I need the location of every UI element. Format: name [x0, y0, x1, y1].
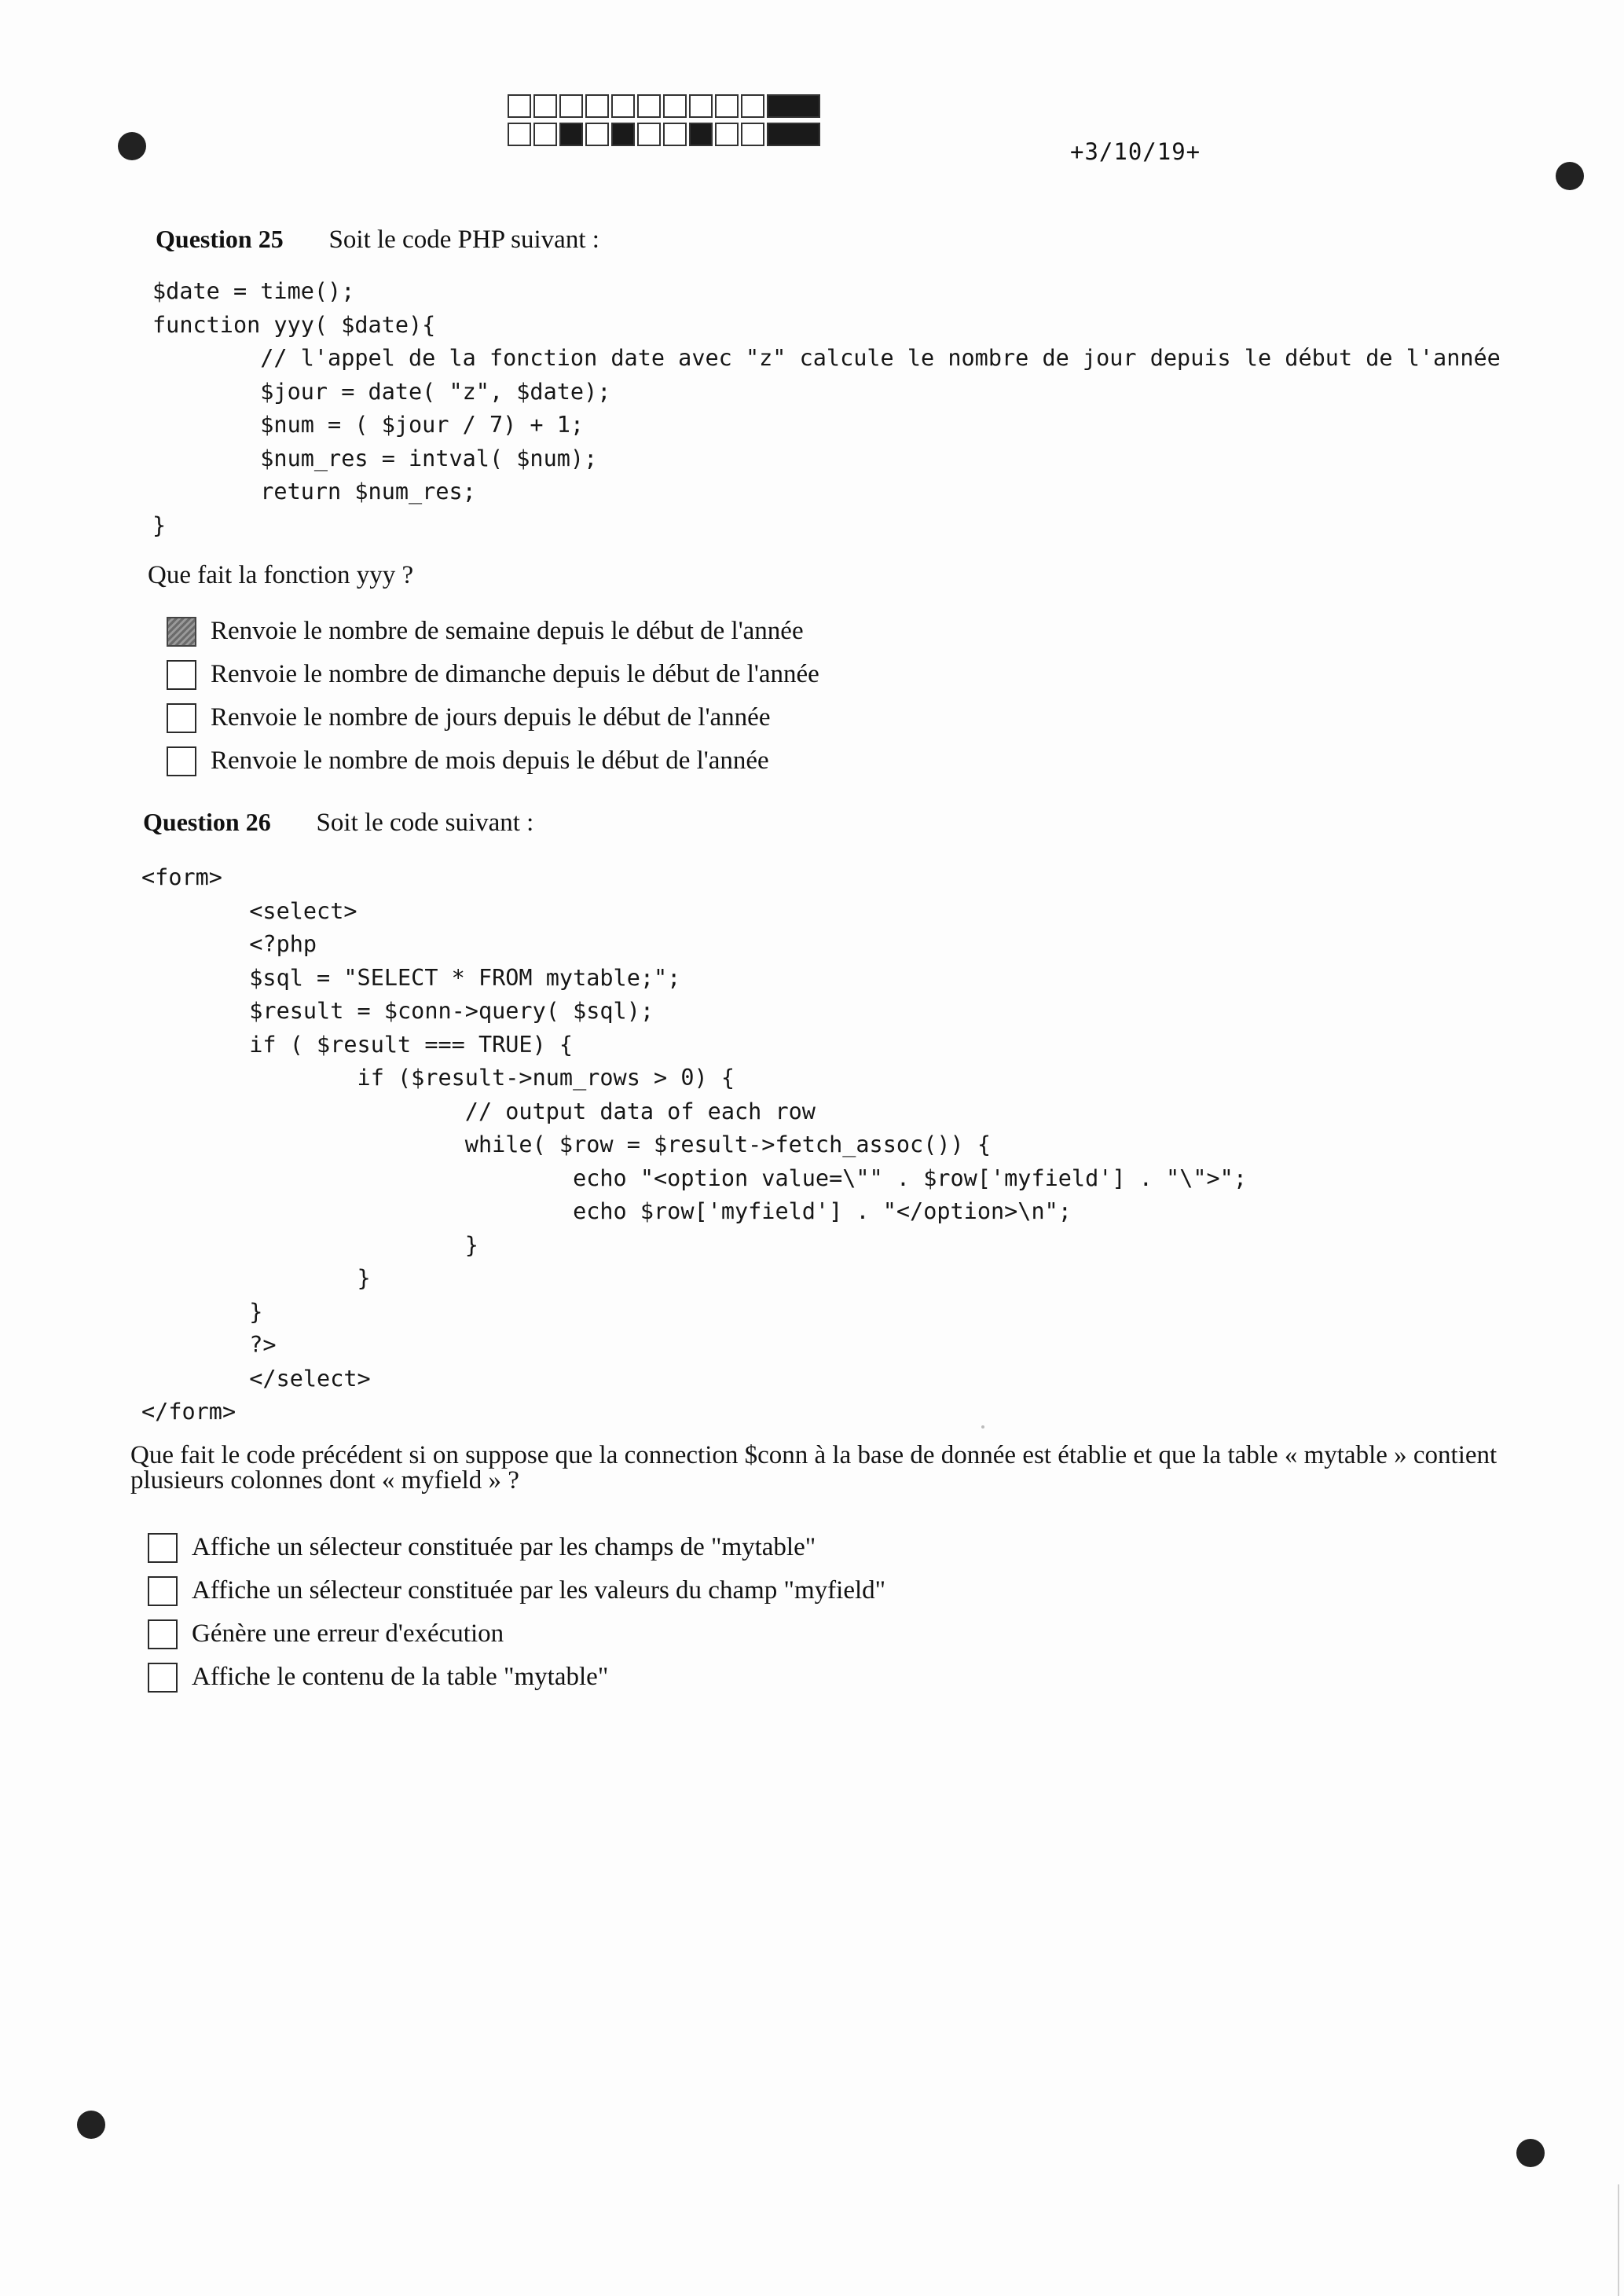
code-cell-filled: [767, 123, 820, 146]
code-cell: [715, 94, 739, 118]
answer-text: Renvoie le nombre de mois depuis le début de l'année: [211, 746, 769, 775]
answer-checkbox[interactable]: [167, 660, 196, 690]
question-26-code: <form> <select> <?php $sql = "SELECT * FROM mytable;"; $result = $conn->query( $sql); if ( $result === TRUE) { if ($result->num_rows > 0) { // output data of each row while( $row = $result->fetch_assoc()) { echo "<option value=\"" . $row['myfield'] . "\">"; echo $row['myfield'] . "</option>\n"; } } } ?> </select> </form>: [141, 864, 1247, 1425]
code-cell: [637, 123, 661, 146]
code-cell-filled: [689, 123, 713, 146]
registration-mark-top-right: [1556, 162, 1584, 190]
registration-mark-bottom-right: [1516, 2139, 1545, 2167]
code-cell: [559, 94, 583, 118]
question-25-code: $date = time(); function yyy( $date){ // l'appel de la fonction date avec "z" calcule le nombre de jour depuis le début de l'année $jour = date( "z", $date); $num = ( $jour / 7) + 1; $num_res = intval( $num); return $num_res; }: [152, 278, 1501, 538]
answer-checkbox[interactable]: [148, 1663, 178, 1693]
code-cell: [585, 94, 609, 118]
answer-text: Génère une erreur d'exécution: [192, 1619, 504, 1648]
answer-option[interactable]: [167, 653, 819, 696]
code-cell-filled: [611, 123, 635, 146]
question-25-prompt: Que fait la fonction yyy ?: [148, 561, 414, 589]
answer-option[interactable]: [148, 1656, 885, 1699]
answer-text: Affiche le contenu de la table "mytable": [192, 1663, 609, 1691]
question-label: Question 26: [143, 808, 271, 836]
exam-id: +3/10/19+: [1070, 138, 1201, 165]
code-cell: [533, 94, 557, 118]
answer-checkbox[interactable]: [148, 1576, 178, 1606]
question-26-answers: [148, 1526, 885, 1699]
exam-code-grid: [508, 94, 823, 151]
code-cell: [715, 123, 739, 146]
page-edge-shadow: [1618, 2184, 1619, 2296]
question-label: Question 25: [156, 225, 284, 253]
question-intro: Soit le code PHP suivant :: [328, 226, 599, 254]
answer-text: Renvoie le nombre de dimanche depuis le début de l'année: [211, 660, 819, 688]
question-25-answers: [167, 610, 819, 783]
code-cell: [663, 123, 687, 146]
answer-text: Renvoie le nombre de jours depuis le début de l'année: [211, 703, 771, 732]
answer-checkbox[interactable]: [167, 703, 196, 733]
answer-checkbox[interactable]: [148, 1619, 178, 1649]
code-cell-filled: [559, 123, 583, 146]
code-cell: [741, 94, 764, 118]
question-26-prompt: Que fait le code précédent si on suppose que la connection $conn à la base de donnée est établie et que la table « mytable » contient plusieurs colonnes dont « myfield » ?: [130, 1441, 1498, 1495]
question-26-header: [143, 808, 533, 838]
code-cell: [533, 123, 557, 146]
answer-option[interactable]: [148, 1526, 885, 1569]
answer-checkbox-checked[interactable]: [167, 617, 196, 647]
registration-mark-bottom-left: [77, 2111, 105, 2139]
code-cell: [637, 94, 661, 118]
code-cell-filled: [767, 94, 820, 118]
answer-checkbox[interactable]: [148, 1533, 178, 1563]
answer-checkbox[interactable]: [167, 746, 196, 776]
code-row-bottom: [508, 123, 823, 146]
answer-option[interactable]: [148, 1612, 885, 1656]
registration-mark-top-left: [118, 132, 146, 160]
code-cell: [585, 123, 609, 146]
answer-option[interactable]: [167, 739, 819, 783]
answer-text: Renvoie le nombre de semaine depuis le début de l'année: [211, 617, 804, 645]
code-cell: [663, 94, 687, 118]
question-intro: Soit le code suivant :: [316, 809, 534, 837]
code-cell: [689, 94, 713, 118]
code-row-top: [508, 94, 823, 118]
code-cell: [611, 94, 635, 118]
scan-speck: [981, 1425, 984, 1429]
answer-text: Affiche un sélecteur constituée par les valeurs du champ "myfield": [192, 1576, 886, 1605]
code-cell: [741, 123, 764, 146]
question-25-header: [156, 225, 599, 255]
code-cell: [508, 94, 531, 118]
answer-option[interactable]: [167, 696, 819, 739]
answer-text: Affiche un sélecteur constituée par les champs de "mytable": [192, 1533, 816, 1561]
answer-option[interactable]: [148, 1569, 885, 1612]
code-cell: [508, 123, 531, 146]
answer-option[interactable]: [167, 610, 819, 653]
